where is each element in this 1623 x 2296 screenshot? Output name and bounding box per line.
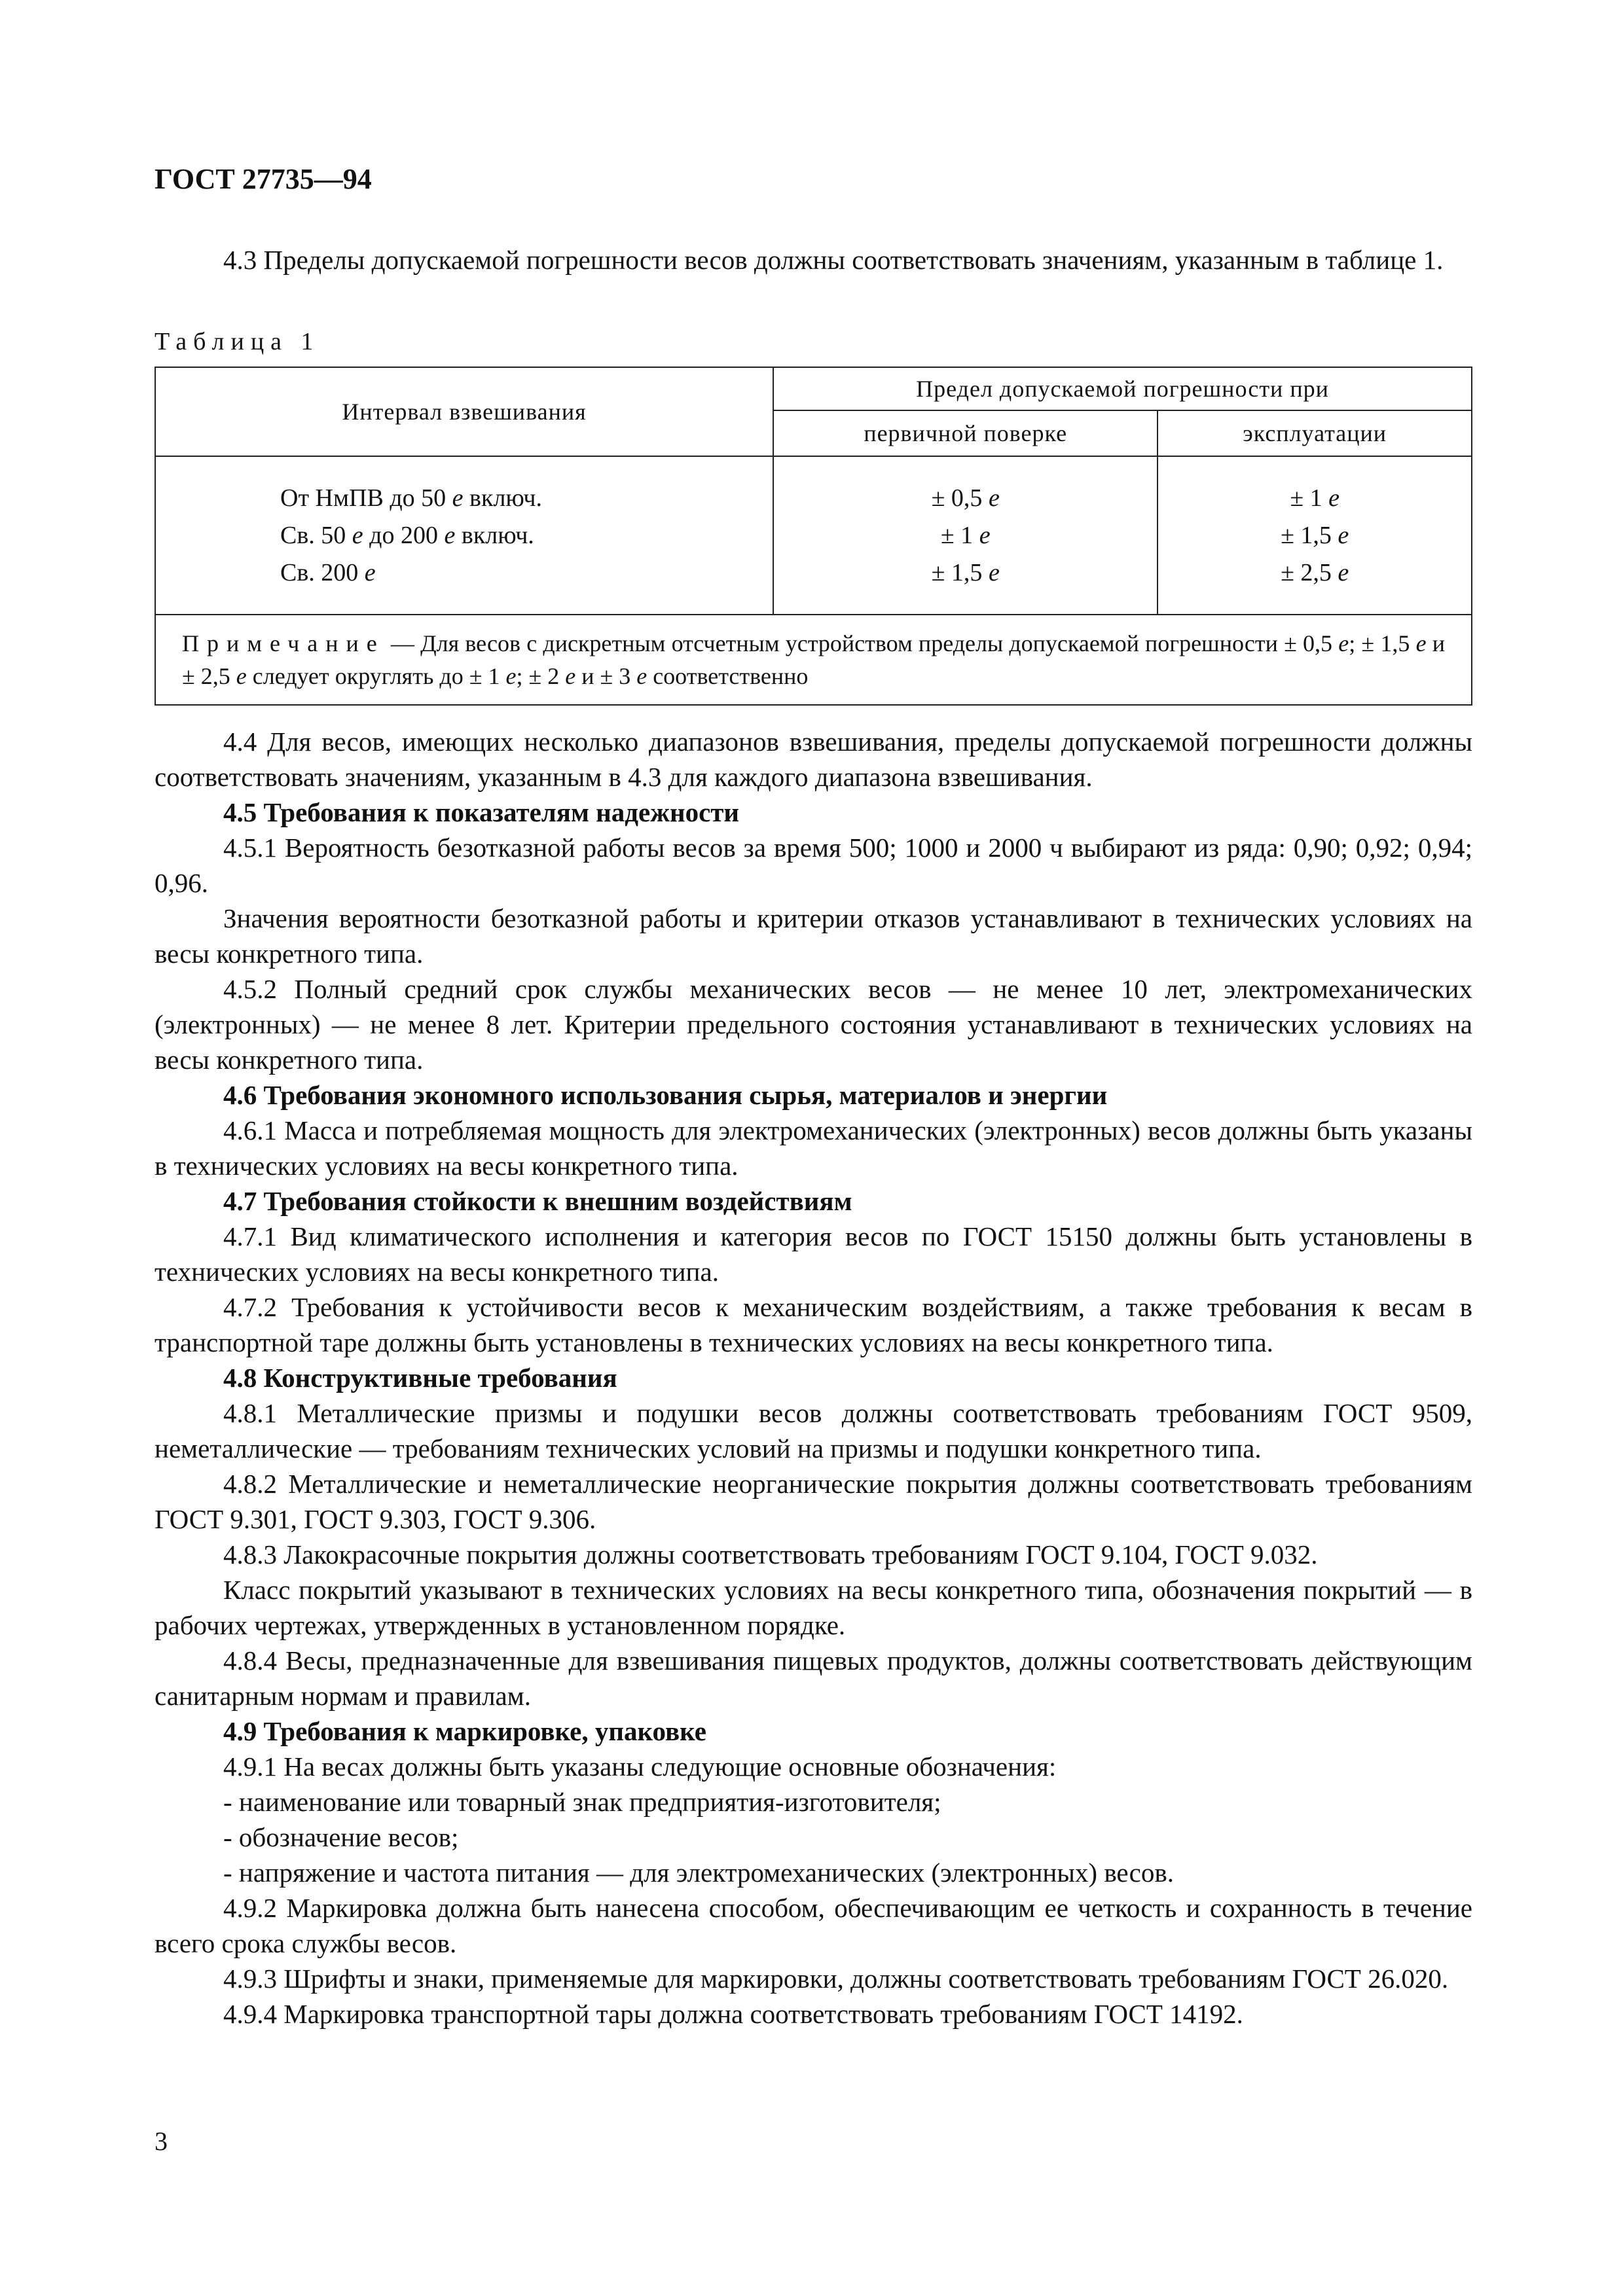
note-text: — Для весов с дискретным отсчетным устройством пределы допускаемой погрешности ± 0,5 e; ± 1,5 e и ± 2,5 e следует округлять до ± 1 e; ± 2 e и ± 3 e соответственно (182, 630, 1446, 689)
section-heading: 4.5 Требования к показателям надежности (223, 797, 740, 827)
primary-column (773, 456, 1158, 615)
tolerance-table (155, 367, 1472, 706)
interval-column (155, 456, 773, 615)
list-item: - напряжение и частота питания — для электромеханических (электронных) весов. (223, 1857, 1174, 1888)
operation-column (1158, 456, 1472, 615)
table-caption: Таблица 1 (155, 328, 320, 355)
paragraph: 4.8.3 Лакокрасочные покрытия должны соответствовать требованиям ГОСТ 9.104, ГОСТ 9.032. (223, 1539, 1318, 1570)
paragraph: 4.7.2 Требования к устойчивости весов к механическим воздействиям, а также требования к весам в транспортной таре должны быть установлены в технических условиях на весы конкретного типа. (155, 1292, 1472, 1357)
paragraph: 4.6.1 Масса и потребляемая мощность для электромеханических (электронных) весов должны быть указаны в технических условиях на весы конкретного типа. (155, 1115, 1472, 1181)
table-cell-operation-2: ± 2,5 e (1281, 558, 1349, 586)
header-operation: эксплуатации (1158, 410, 1472, 456)
paragraph: 4.9.1 На весах должны быть указаны следующие основные обозначения: (223, 1751, 1057, 1782)
table-cell-primary-1: ± 1 e (940, 521, 991, 549)
header-interval: Интервал взвешивания (155, 367, 773, 456)
intro-paragraph (155, 242, 1472, 278)
table-cell-interval-2: Св. 200 e (280, 558, 376, 586)
note-label: Примечание (182, 630, 385, 656)
paragraph: 4.9.4 Маркировка транспортной тары должна соответствовать требованиям ГОСТ 14192. (223, 1999, 1243, 2029)
paragraph: 4.5.1 Вероятность безотказной работы весов за время 500; 1000 и 2000 ч выбирают из ряда: 0,90; 0,92; 0,94; 0,96. (155, 833, 1472, 898)
section-heading: 4.9 Требования к маркировке, упаковке (223, 1716, 706, 1746)
table-cell-operation-1: ± 1,5 e (1281, 521, 1349, 549)
table-cell-interval-1: Св. 50 e до 200 e включ. (280, 521, 534, 549)
paragraph: 4.5.2 Полный средний срок службы механических весов — не менее 10 лет, электромеханических (электронных) — не менее 8 лет. Критерии предельного состояния устанавливают в технических условиях на весы конкретного типа. (155, 974, 1472, 1075)
header-limit: Предел допускаемой погрешности при (773, 367, 1472, 410)
table-cell-primary-0: ± 0,5 e (931, 484, 1000, 512)
page-number: 3 (155, 2126, 168, 2156)
paragraph: 4.8.4 Весы, предназначенные для взвешивания пищевых продуктов, должны соответствовать действующим санитарным нормам и правилам. (155, 1645, 1472, 1711)
table-cell-operation-0: ± 1 e (1290, 484, 1340, 512)
paragraph-4-3: 4.3 Пределы допускаемой погрешности весов должны соответствовать значениям, указанным в таблице 1. (223, 245, 1444, 275)
table-cell-primary-2: ± 1,5 e (931, 558, 1000, 586)
section-heading: 4.6 Требования экономного использования сырья, материалов и энергии (223, 1080, 1108, 1110)
list-item: - наименование или товарный знак предприятия-изготовителя; (223, 1787, 941, 1817)
paragraph: Значения вероятности безотказной работы и критерии отказов устанавливают в технических условиях на весы конкретного типа. (155, 903, 1472, 969)
list-item: - обозначение весов; (223, 1822, 459, 1852)
paragraph: 4.8.1 Металлические призмы и подушки весов должны соответствовать требованиям ГОСТ 9509, неметаллические — требованиям технических условий на призмы и подушки конкретного типа. (155, 1398, 1472, 1463)
paragraph: 4.8.2 Металлические и неметаллические неорганические покрытия должны соответствовать требованиям ГОСТ 9.301, ГОСТ 9.303, ГОСТ 9.306. (155, 1469, 1472, 1534)
paragraph: 4.7.1 Вид климатического исполнения и категория весов по ГОСТ 15150 должны быть установлены в технических условиях на весы конкретного типа. (155, 1221, 1472, 1287)
section-heading: 4.8 Конструктивные требования (223, 1363, 617, 1393)
table-cell-interval-0: От НмПВ до 50 e включ. (280, 484, 542, 512)
main-body (155, 724, 1472, 2032)
header-primary: первичной поверке (773, 410, 1158, 456)
section-heading: 4.7 Требования стойкости к внешним воздействиям (223, 1186, 852, 1216)
document-header: ГОСТ 27735—94 (155, 163, 372, 195)
paragraph: 4.9.2 Маркировка должна быть нанесена способом, обеспечивающим ее четкость и сохранность в течение всего срока службы весов. (155, 1893, 1472, 1958)
table-note (155, 615, 1472, 705)
paragraph: 4.9.3 Шрифты и знаки, применяемые для маркировки, должны соответствовать требованиям ГОСТ 26.020. (223, 1964, 1449, 1994)
paragraph: 4.4 Для весов, имеющих несколько диапазонов взвешивания, пределы допускаемой погрешности должны соответствовать значениям, указанным в 4.3 для каждого диапазона взвешивания. (155, 726, 1472, 792)
paragraph: Класс покрытий указывают в технических условиях на весы конкретного типа, обозначения покрытий — в рабочих чертежах, утвержденных в установленном порядке. (155, 1575, 1472, 1640)
